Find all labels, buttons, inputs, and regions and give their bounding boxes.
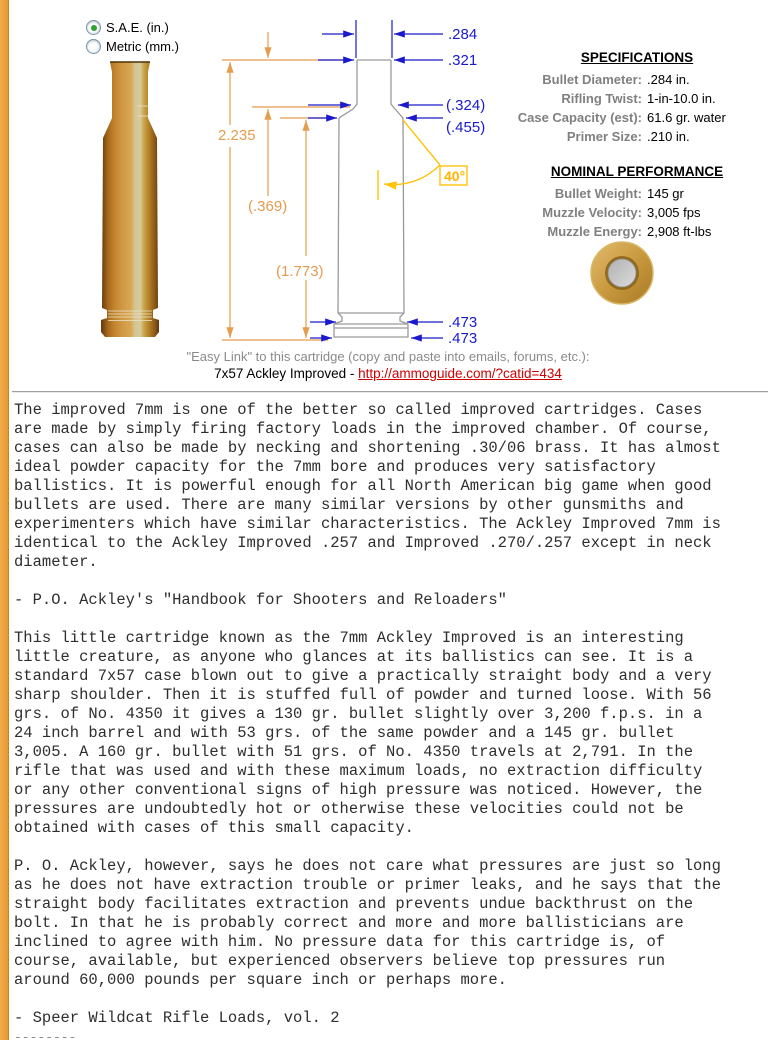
article-paragraph-1: The improved 7mm is one of the better so called improved cartridges. Cases are made by simply firing factory loads in the improved chamber. Of course, cases can also be made by necking and shortening .30/06 brass. It has almost ideal powder capacity for the 7mm bore and produces very satisfactory ballistics. It is powerful enough for all North American big game when good bullets are used. There are many similar versions by other gunsmiths and experimenters which have similar characteristics. The Ackley Improved 7mm is identical to the Ackley Improved .257 and Improved .270/.257 except in neck diameter.: [14, 401, 721, 571]
metric-radio-row: [86, 37, 179, 56]
performance-title: NOMINAL PERFORMANCE: [550, 164, 724, 179]
dim-case-length: 2.235: [218, 127, 256, 144]
case-outline: [334, 60, 408, 337]
cartridge-name: 7x57 Ackley Improved -: [214, 366, 359, 381]
units-radio-group: [86, 18, 179, 56]
dim-rim-diameter: .473: [448, 330, 478, 347]
left-orange-border: [0, 0, 9, 1040]
perf-row-muzzle-velocity: Muzzle Velocity: 3,005 fps: [542, 205, 701, 220]
case-head-image: [589, 240, 655, 306]
easy-link-block: [8, 348, 768, 382]
cartridge-link[interactable]: http://ammoguide.com/?catid=434: [358, 366, 562, 381]
dim-neck-diameter: .321: [448, 52, 478, 69]
article-paragraph-2: This little cartridge known as the 7mm Ackley Improved is an interesting little creature, as anyone who glances at its ballistics can see. It is a standard 7x57 case blown out to give a practically straight body and a very sharp shoulder. Then it is stuffed full of powder and turned loose. With 56 grs. of No. 4350 it gives a 130 gr. bullet slightly over 3,200 f.p.s. in a 24 inch barrel and with 53 grs. of the same powder and a 145 gr. bullet 3,005. A 160 gr. bullet with 51 grs. of No. 4350 travels at 2,791. In the rifle that was used and with these maximum loads, no extraction difficulty or any other conventional signs of high pressure was noticed. However, the pressures are undoubtedly hot or otherwise these velocities could not be obtained with cases of this small capacity.: [14, 629, 712, 837]
spec-row-primer-size: Primer Size: .210 in.: [566, 129, 690, 144]
metric-radio-label: Metric (mm.): [106, 39, 179, 54]
article-text: [14, 401, 766, 1040]
dim-shoulder-base-diameter: (.455): [446, 119, 486, 136]
spec-row-bullet-diameter: Bullet Diameter: .284 in.: [542, 72, 690, 87]
dim-base-diameter: .473: [448, 314, 478, 331]
dim-body-length: (1.773): [276, 263, 324, 280]
metric-radio-button[interactable]: [86, 39, 101, 54]
dim-neck-length: (.369): [248, 198, 288, 215]
dim-shoulder-top-diameter: (.324): [446, 97, 486, 114]
signature-dashes: --------: [14, 1030, 77, 1040]
dim-bullet-diameter: .284: [448, 26, 478, 43]
specifications-panel: [502, 48, 772, 146]
article-attribution-2: - Speer Wildcat Rifle Loads, vol. 2: [14, 1009, 340, 1027]
article-attribution-1: - P.O. Ackley's "Handbook for Shooters and Reloaders": [14, 591, 507, 609]
dim-shoulder-angle: 40°: [444, 168, 466, 184]
perf-row-muzzle-energy: Muzzle Energy: 2,908 ft-lbs: [547, 224, 712, 239]
cartridge-dimension-diagram: [218, 8, 508, 353]
spec-row-rifling-twist: Rifling Twist: 1-in-10.0 in.: [561, 91, 716, 106]
diameter-dimensions: [308, 20, 443, 338]
section-divider: [12, 391, 768, 393]
performance-panel: [502, 162, 772, 241]
perf-row-bullet-weight: Bullet Weight: 145 gr: [554, 186, 684, 201]
sae-radio-row: [86, 18, 179, 37]
easy-link-line: [8, 365, 768, 382]
sae-radio-button[interactable]: [86, 20, 101, 35]
spec-row-case-capacity: Case Capacity (est): 61.6 gr. water: [517, 110, 726, 125]
specifications-title: SPECIFICATIONS: [580, 50, 694, 65]
length-dimensions: [222, 32, 350, 340]
article-paragraph-3: P. O. Ackley, however, says he does not care what pressures are just so long as he does not have extraction trouble or primer leaks, and he says that the straight body facilitates extraction and prevents undue backthrust on the bolt. In that he is probably correct and more and more ballisticians are inclined to agree with him. No pressure data for this cartridge is, of course, available, but experienced observers believe top pressures run around 60,000 pounds per square inch or perhaps more.: [14, 857, 721, 989]
sae-radio-label: S.A.E. (in.): [106, 20, 169, 35]
cartridge-photo-render: [100, 60, 160, 340]
easy-link-caption: "Easy Link" to this cartridge (copy and paste into emails, forums, etc.):: [186, 349, 590, 364]
